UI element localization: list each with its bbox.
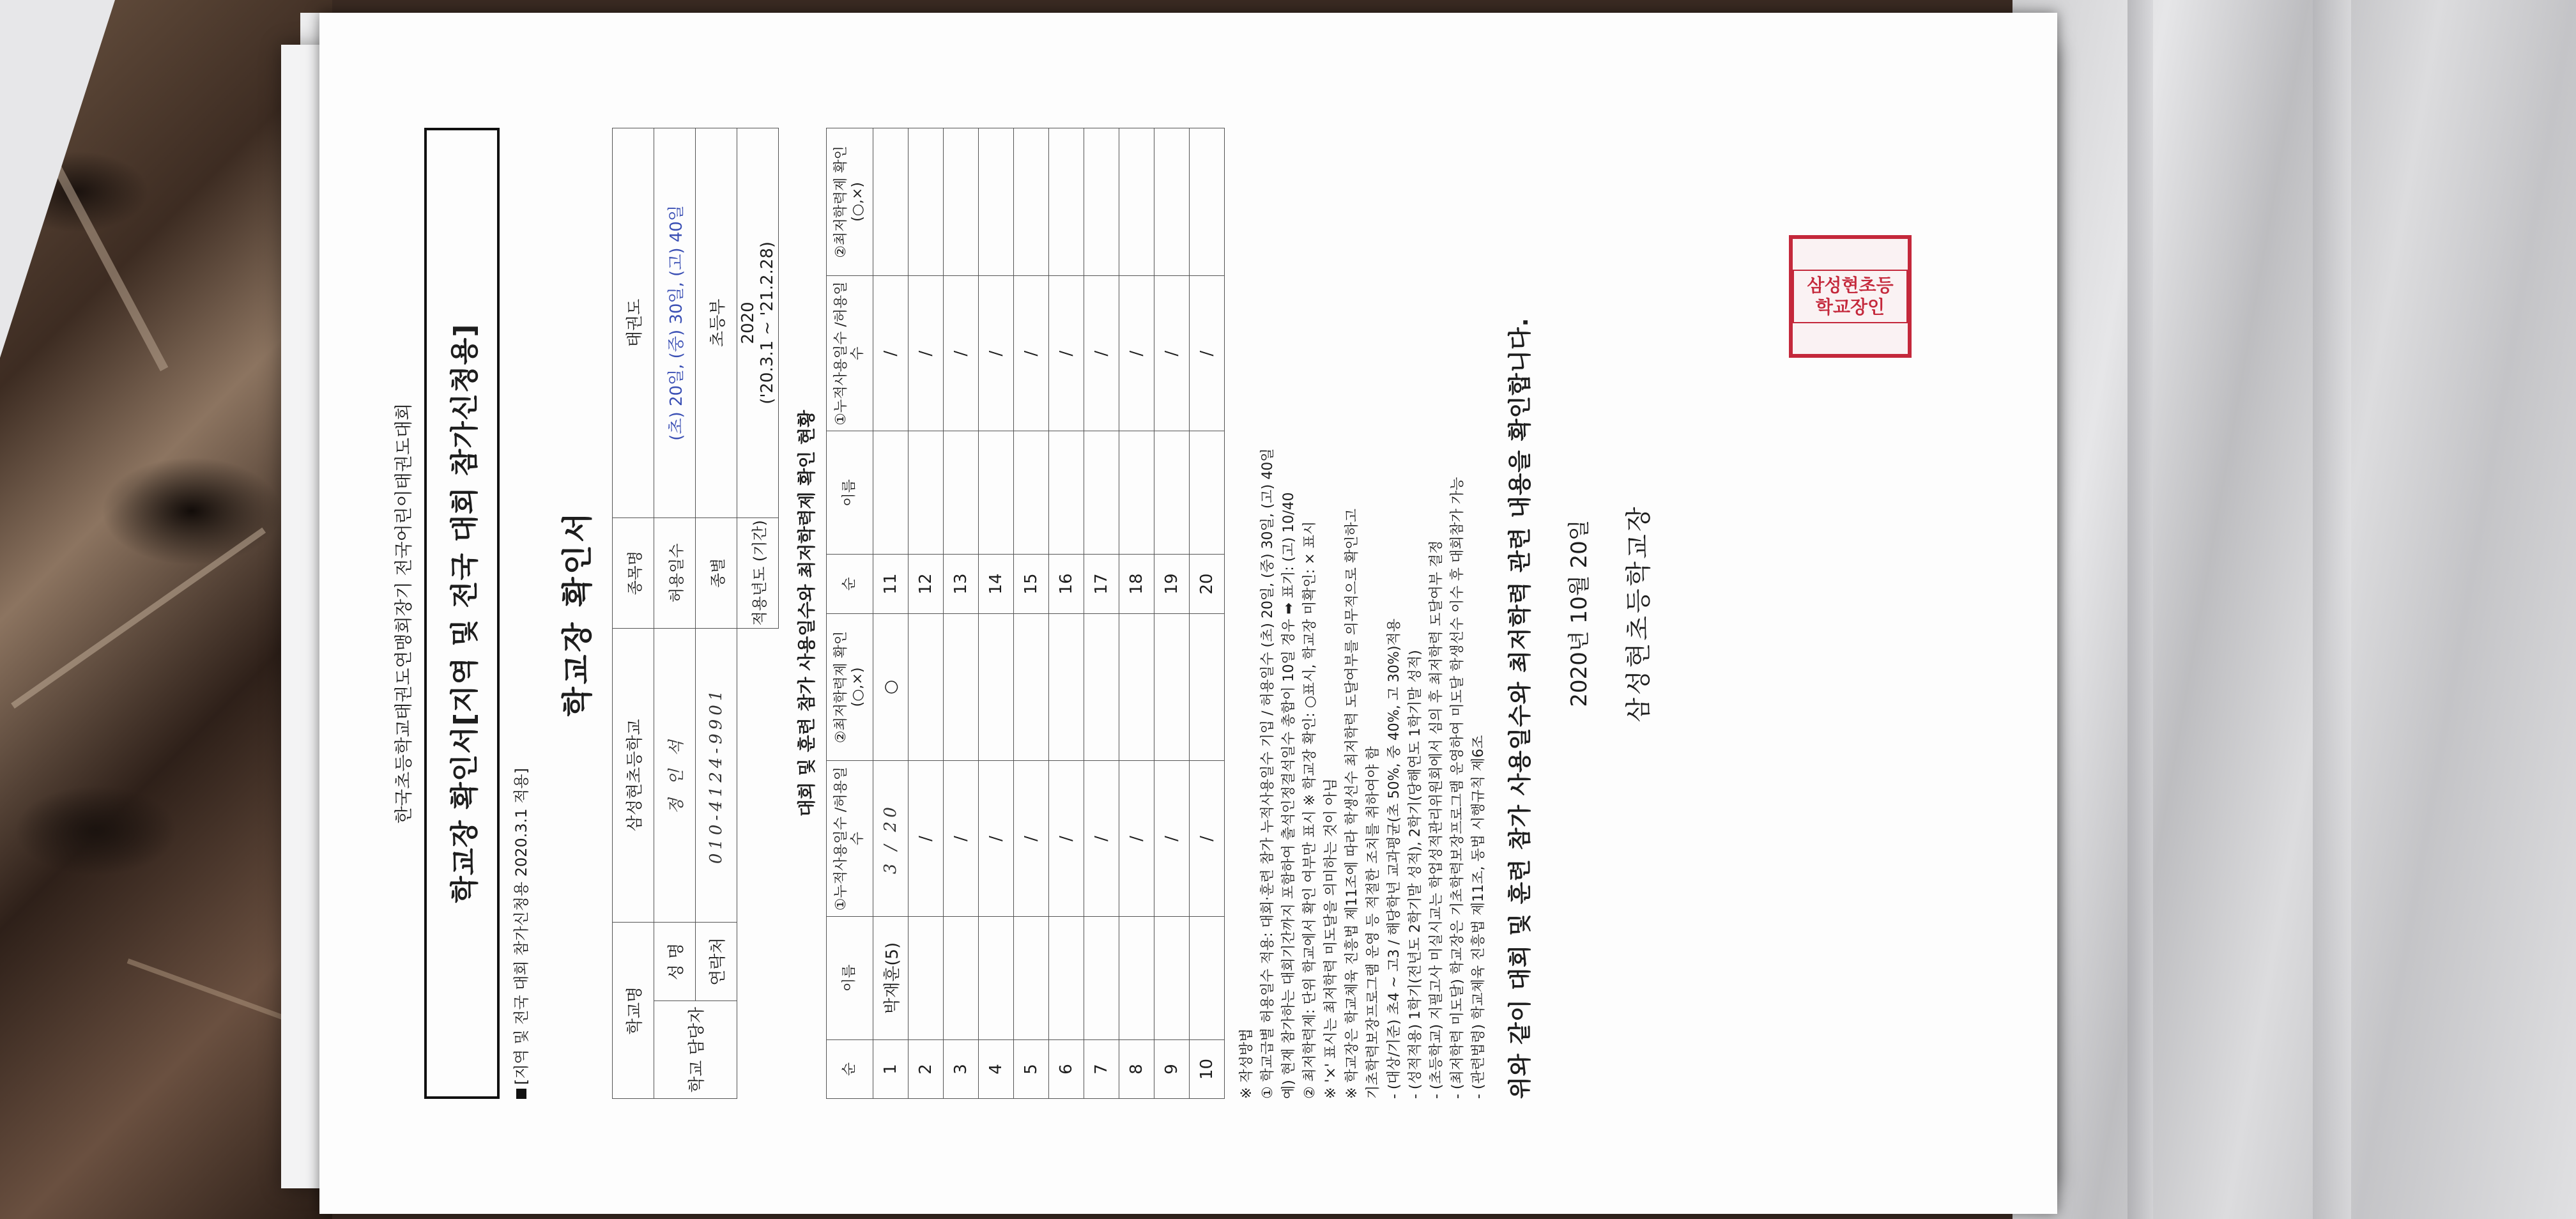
row-no: 17: [1084, 555, 1119, 613]
row-days: /: [1084, 761, 1119, 916]
col-check: ②최저학력제 확인(○,×): [827, 613, 873, 761]
note-line: - (최저학력 미도달) 학교장은 기초학력보장프로그램 운영하여 미도달 학생선수 이수 후 대회참가 가능: [1450, 477, 1466, 1099]
confirm-statement: 위와 같이 대회 및 훈련 참가 사용일수와 최저학력 관련 내용을 확인합니다.: [1507, 317, 1533, 1099]
school-seal-stamp: [1789, 235, 1912, 358]
row-no: 16: [1049, 555, 1084, 613]
col-name: 이름: [827, 431, 873, 555]
note-line: ※ 학교장은 학교체육 진흥법 제11조에 따라 학생선수 최저학력 도달여부를 의무적으로 확인하고: [1344, 509, 1360, 1099]
year-label: 적용년도 (기간): [737, 518, 779, 628]
row-name: [1154, 431, 1190, 555]
row-days: /: [979, 761, 1014, 916]
doc-title: [424, 128, 500, 1099]
row-check: [1190, 613, 1225, 761]
row-days: /: [1190, 761, 1225, 916]
col-no: 순: [827, 1039, 873, 1098]
row-no: 20: [1190, 555, 1225, 613]
note-line: - (성적적용) 1학기(전년도 2학기말 성적), 2학기(당해연도 1학기말 성적): [1407, 650, 1423, 1099]
row-no: 13: [944, 555, 979, 613]
row-name: [908, 431, 944, 555]
row-check: [873, 128, 908, 276]
row-check: [979, 613, 1014, 761]
year-cell: [737, 128, 779, 518]
row-days: /: [908, 275, 944, 431]
row-check: [1154, 613, 1190, 761]
row-no: 14: [979, 555, 1014, 613]
corner-paper: [0, 0, 115, 358]
school-name-value: 삼성현초등학교: [613, 628, 654, 922]
row-no: 7: [1084, 1039, 1119, 1098]
row-name: [1014, 431, 1049, 555]
row-name: [1190, 916, 1225, 1039]
row-check: [1084, 613, 1119, 761]
row-check: [1119, 128, 1154, 276]
table-row: [944, 128, 979, 1099]
table-row: [908, 128, 944, 1099]
row-name: [979, 916, 1014, 1039]
row-name: [1014, 916, 1049, 1039]
row-days: /: [979, 275, 1014, 431]
header-org: 한국초등학교태권도연맹회장기 전국어린이태권도대회: [393, 402, 414, 824]
event-label: 종목명: [613, 518, 654, 628]
row-check: [1014, 613, 1049, 761]
seal-text: 삼성현초등학교장인: [1793, 270, 1908, 323]
row-name: [1119, 916, 1154, 1039]
row-check: [1014, 128, 1049, 276]
row-check: [1084, 128, 1119, 276]
col-days: ①누적사용일수 /허용일수: [827, 761, 873, 916]
row-name: 박재훈(5): [873, 916, 908, 1039]
period-value: ('20.3.1 ~ '21.2.28): [758, 241, 777, 404]
row-no: 2: [908, 1039, 944, 1098]
row-days: /: [1119, 275, 1154, 431]
row-days: /: [1119, 761, 1154, 916]
row-name: [873, 431, 908, 555]
note-line: - (관련법령) 학교체육 진흥법 제11조, 동법 시행규칙 제6조: [1471, 735, 1487, 1099]
row-check: [979, 128, 1014, 276]
row-check: [908, 613, 944, 761]
row-no: 19: [1154, 555, 1190, 613]
usage-note-text: [지역 및 전국 대회 참가신청용 2020.3.1 적용]: [512, 768, 530, 1085]
row-name: [1084, 431, 1119, 555]
school-signature: 삼성현초등학교장: [1624, 504, 1653, 723]
row-days: /: [1084, 275, 1119, 431]
note-line: ① 학교급별 허용일수 적용: 대회·훈련 참가 누적사용일수 기입 / 허용일수 (초) 20일, (중) 30일, (고) 40일: [1260, 448, 1276, 1099]
row-no: 5: [1014, 1039, 1049, 1098]
marble-vein: [11, 528, 266, 709]
row-name: [1049, 431, 1084, 555]
contact-value: 010-4124-9901: [696, 628, 737, 922]
row-check: [1049, 613, 1084, 761]
col-no: 순: [827, 555, 873, 613]
row-no: 8: [1119, 1039, 1154, 1098]
row-days: /: [1049, 275, 1084, 431]
school-name-label: 학교명: [613, 923, 654, 1099]
note-line: ※ '×' 표시는 최저학력 미도달을 의미하는 것이 아님: [1323, 778, 1339, 1099]
table-row: [1119, 128, 1154, 1099]
row-no: 4: [979, 1039, 1014, 1098]
row-check: [1154, 128, 1190, 276]
roster-table: [826, 128, 1225, 1099]
allowed-days-value: (초) 20일, (중) 30일, (고) 40일: [654, 128, 696, 518]
row-name: [1084, 916, 1119, 1039]
contact-label: 연락처: [696, 923, 737, 1001]
col-check: ②최저학력제 확인(○,×): [827, 128, 873, 276]
notes: [1236, 128, 1489, 1099]
row-no: 15: [1014, 555, 1049, 613]
row-days: /: [1154, 275, 1190, 431]
table-row: [1049, 128, 1084, 1099]
division-label: 종별: [696, 518, 737, 628]
usage-note: [509, 128, 531, 1099]
row-check: ○: [873, 613, 908, 761]
event-value: 태권도: [613, 128, 654, 518]
table-row: [873, 128, 908, 1099]
table-row: [1084, 128, 1119, 1099]
issue-date: 2020년 10월 20일: [1567, 519, 1592, 707]
row-days: /: [944, 275, 979, 431]
note-line: ② 최저학력제: 단위 학교에서 확인 여부만 표시 ※ 학교장 확인: ○표시, 학교장 미확인: × 표시: [1302, 521, 1318, 1099]
row-check: [944, 128, 979, 276]
row-name: [944, 431, 979, 555]
info-table: [612, 128, 779, 1099]
roster-body: [873, 128, 1225, 1099]
row-check: [1119, 613, 1154, 761]
row-no: 11: [873, 555, 908, 613]
row-no: 12: [908, 555, 944, 613]
note-line: - (대상/기준) 초4 ~ 고3 / 해당학년 교과평균(초 50%, 중 40%, 고 30%)적용: [1386, 618, 1402, 1099]
main-title: 학교장 확인서: [560, 510, 595, 717]
info-spacer: [737, 628, 779, 1098]
table-row: [979, 128, 1014, 1099]
name-label: 성 명: [654, 923, 696, 1001]
confirmation-document: [319, 13, 2057, 1214]
row-no: 1: [873, 1039, 908, 1098]
row-days: /: [1190, 275, 1225, 431]
manager-label: 학교 담당자: [654, 1001, 737, 1099]
row-name: [1049, 916, 1084, 1039]
row-days: /: [1049, 761, 1084, 916]
doc-title-text: 학교장 확인서[지역 및 전국 대회 참가신청용]: [448, 323, 481, 903]
row-days: /: [908, 761, 944, 916]
row-days: 3 / 20: [873, 761, 908, 916]
row-days: /: [1014, 761, 1049, 916]
note-line: - (초등학교) 지필고사 미실시교는 학업성적관리위원회에서 심의 후 최저학력 도달여부 결정: [1429, 540, 1445, 1099]
row-name: [1119, 431, 1154, 555]
col-days: ①누적사용일수 /허용일수: [827, 275, 873, 431]
row-check: [908, 128, 944, 276]
row-check: [944, 613, 979, 761]
row-no: 9: [1154, 1039, 1190, 1098]
row-name: [908, 916, 944, 1039]
cloth-background: [2012, 0, 2576, 1219]
col-name: 이름: [827, 916, 873, 1039]
allowed-days-label: 허용일수: [654, 518, 696, 628]
table-row: [1014, 128, 1049, 1099]
year-value: 2020: [739, 302, 758, 344]
row-check: [1190, 128, 1225, 276]
row-days: /: [944, 761, 979, 916]
note-line: 기초학력보장프로그램 운영 등 적절한 조치를 취하여야 함: [1365, 746, 1381, 1099]
section-title: 대회 및 훈련 참가 사용일수와 최저학력제 확인 현황: [796, 410, 817, 817]
square-bullet-icon: [516, 1089, 526, 1099]
division-value: 초등부: [696, 128, 737, 518]
row-no: 10: [1190, 1039, 1225, 1098]
note-line: ※ 작성방법: [1239, 1028, 1255, 1099]
row-name: [979, 431, 1014, 555]
row-no: 6: [1049, 1039, 1084, 1098]
row-name: [944, 916, 979, 1039]
row-name: [1190, 431, 1225, 555]
table-row: [1190, 128, 1225, 1099]
row-days: /: [1154, 761, 1190, 916]
cloth-fold: [2128, 0, 2153, 1219]
row-no: 3: [944, 1039, 979, 1098]
row-name: [1154, 916, 1190, 1039]
row-check: [1049, 128, 1084, 276]
table-row: [1154, 128, 1190, 1099]
note-line: 예) 현재 참가하는 대회기간까지 포함하여 출석인정결석일수 총합이 10일 경우 ➡ 표기: (고) 10/40: [1281, 492, 1297, 1099]
row-no: 18: [1119, 555, 1154, 613]
row-days: /: [1014, 275, 1049, 431]
cloth-fold: [2313, 0, 2351, 1219]
name-value: 정 인 석: [654, 628, 696, 922]
row-days: /: [873, 275, 908, 431]
